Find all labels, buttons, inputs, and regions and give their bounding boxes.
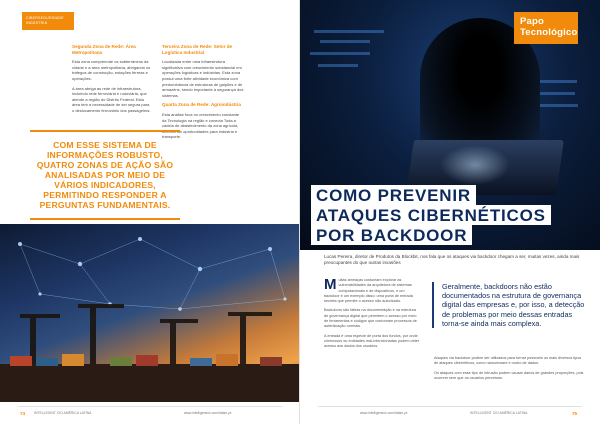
section-tag: CIBERSEGURIDADE INDÚSTRIA	[22, 12, 74, 30]
footer-divider	[318, 406, 582, 407]
page-number: 74	[20, 411, 26, 416]
screen-glow	[440, 145, 510, 185]
body-column-1	[324, 278, 420, 354]
code-line	[320, 40, 370, 43]
magazine-name: INTELLIGENT CIO AMÉRICA LATINA	[34, 411, 92, 415]
left-footer	[0, 404, 300, 424]
network-overlay	[0, 224, 300, 402]
code-line	[314, 30, 384, 33]
magazine-name: INTELLIGENT CIO AMÉRICA LATINA	[470, 411, 528, 415]
paragraph: Backdoors são falhas na documentação e na estrutura de governança digital que permitem o acesso por meio de ferramentas e códigos que contornam processos de autenticação normais.	[324, 308, 417, 329]
port-network-photo	[0, 224, 300, 402]
article-column-1	[72, 44, 152, 118]
section-badge: Papo Tecnológico	[514, 12, 578, 44]
paragraph: A entrada é uma espécie de porta dos fundos, por onde criminosos ou entidades mal-intencionadas podem obter acesso aos dados dos usuários.	[324, 333, 420, 349]
magazine-url[interactable]: www.intelligentcio.com/latam-pt	[184, 411, 232, 415]
headline-line: POR BACKDOOR	[312, 226, 471, 244]
paragraph	[324, 278, 420, 304]
headline	[312, 186, 594, 246]
code-line	[310, 52, 370, 55]
standfirst: Lucas Pereira, diretor de Produtos da Blockbit, nos fala que os ataques via backdoor chegam a ser, muitas vezes, ainda mais preocupantes do que outras invasões	[324, 254, 580, 265]
column-heading: Segunda Zona de Rede: Área Metropolitana	[72, 44, 136, 55]
paragraph: Esta análise foca no crescimento constante da Tecnologia na região e conecta Toda a cadeia de abastecimento da zona agrícola, oferecendo oportunidades para indústria e transporte.	[162, 111, 240, 140]
pull-quote: Geralmente, backdoors não estão documentados na estrutura de governança digital das empresas e, por isso, a detecção de problemas por meio dessas entradas torna-se ainda mais complexa.	[432, 282, 588, 328]
right-page	[300, 0, 600, 424]
paragraph: Esta zona compreende os subterrâneos da cidade e a área metropolitana, abrigando os tráfegos de construção, estações férreas e operações.	[72, 59, 151, 81]
paragraph: Ataques via backdoor podem ser utilizados para tornar possíveis os mais diversos tipos de ataques cibernéticos, como ransomware e roubo de dados.	[434, 356, 582, 366]
code-line	[318, 64, 358, 67]
page-number: 75	[572, 411, 578, 416]
drop-cap: M	[324, 276, 337, 293]
article-column-2	[162, 44, 244, 144]
column-heading: Terceira Zona de Rede: Setor de Logística Industrial	[162, 44, 233, 55]
subheading: Quarta Zona de Rede: Agroindústria	[162, 102, 241, 108]
paragraph-text: uitas ameaças costumam explorar as vulnerabilidades da arquitetura de sistemas computacionais e de dispositivos, e um backdoor é um exemplo disso: uma porta de entrada secreta que permite o acesso não autorizado.	[324, 278, 413, 304]
paragraph: Localizada entre uma infraestrutura significativa com crescimento substancial em operações logísticas e indústrias. Esta zona possui uma forte atividade econômica com predominância de estruturas de galpões e de armazéns, sendo importante à segurança dos sistemas.	[162, 59, 244, 98]
body-column-2	[434, 356, 584, 385]
headline-line: COMO PREVENIR	[312, 186, 475, 204]
pull-quote: COM ESSE SISTEMA DE INFORMAÇÕES ROBUSTO, QUATRO ZONAS DE AÇÃO SÃO ANALISADAS POR MEIO DE VÁRIOS INDICADORES, PERMITINDO RESPONDER A PERGUNTAS FUNDAMENTAIS.	[30, 130, 180, 220]
headline-line: ATAQUES CIBERNÉTICOS	[312, 206, 550, 224]
paragraph: Os ataques com esse tipo de intrusão podem causar danos de grandes proporções, pois ocorrem sem que os usuários percebam.	[434, 370, 584, 380]
footer-divider	[18, 406, 282, 407]
right-footer	[300, 404, 600, 424]
magazine-url[interactable]: www.intelligentcio.com/latam-pt	[360, 411, 408, 415]
paragraph: A área abriga as rede de infraestrutura, incluindo rede ferroviária e rodoviária, que atende a região do Distrito Federal. Esta área tem a necessidade de ser segura para o deslocamento ferroviário dos passageiros.	[72, 85, 151, 113]
